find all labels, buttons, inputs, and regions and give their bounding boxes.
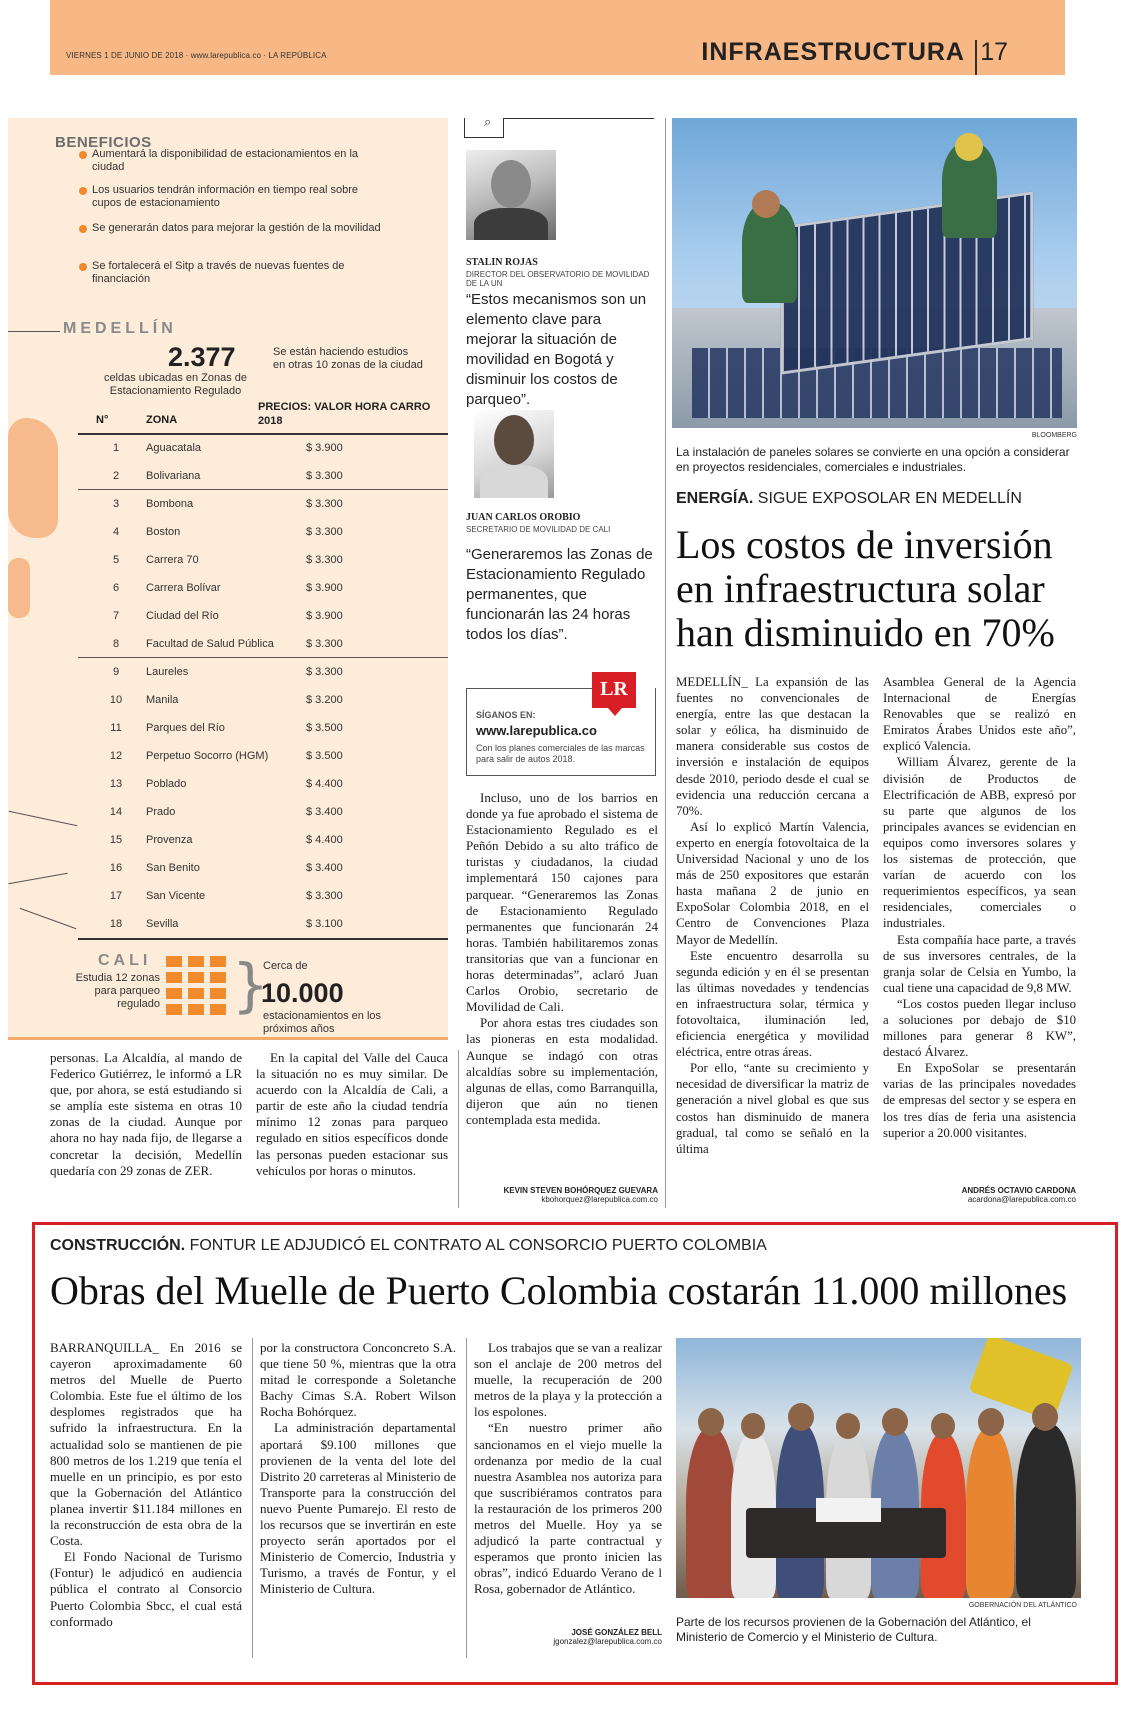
row-number: 3: [112, 498, 120, 510]
table-row: [78, 743, 448, 771]
benefit-item: Los usuarios tendrán información en tiempo real sobre cupos de estacionamiento: [92, 184, 382, 210]
energy-article-col2: Asamblea General de la Agencia Internacional de Energías Renovables que se realizó en Emiratos Árabes Unidos este año”, explicó Valencia. William Álvarez, gerente de la división de Productos de Electrificación de ABB, expresó por su parte que algunos de los principales avances se evidencian en equipos como inversores solares y los sistemas de protección, que varían de acuerdo con los requerimientos específicos, ya sean residenciales, comerciales o industriales. Esta compañía hace parte, a través de sus inversores centrales, de la granja solar de Celsia en Yumbo, la cual tiene una capacidad de 9,8 MW. “Los costos pueden llegar incluso a soluciones por debajo de $10 millones para generar 8 KW”, destacó Álvarez. En ExpoSolar se presentarán varias de las principales novedades de empresas del sector y se espera en los tres días de feria una asistencia superior a 20.000 visitantes.: [883, 675, 1076, 1140]
parking-byline: KEVIN STEVEN BOHÓRQUEZ GUEVARA kbohorquez@larepublica.com.co: [503, 1186, 658, 1204]
row-zone: Carrera Bolívar: [146, 582, 221, 594]
table-row: [78, 827, 448, 855]
energy-byline: ANDRÉS OCTAVIO CARDONA acardona@larepublica.com.co: [961, 1186, 1076, 1204]
benefit-item: Se generarán datos para mejorar la gestión de la movilidad: [92, 222, 382, 235]
table-row: [78, 771, 448, 799]
construction-headline: Obras del Muelle de Puerto Colombia costarán 11.000 millones: [50, 1268, 1068, 1313]
row-zone: Perpetuo Socorro (HGM): [146, 750, 269, 762]
row-number: 1: [112, 442, 120, 454]
construction-article-col3: Los trabajos que se van a realizar son el anclaje de 200 metros del muelle, la recuperación de 200 metros de la playa y la protección a los espolones. “En nuestro primer año sancionamos en el viejo muelle la ordenanza por medio de la cual nuestra Asamblea nos autoriza para que suscribiéramos contratos para la restauración de los primeros 200 metros del Muelle. Hoy ya se adjudicó la parte contractual y esperamos que pronto inicien las obras”, indicó Eduardo Verano de l Rosa, gobernador de Atlántico.: [474, 1340, 662, 1597]
energy-article-col1: MEDELLÍN_ La expansión de las fuentes no convencionales de energía, entre las que destacan la solar y eólica, ha disminuido de manera considerable sus costos de inversión e instalación de equipos desde 2010, periodo desde el cual se evidencia una reducción cercana a 70%. Así lo explicó Martín Valencia, experto en energía fotovoltaica de la Universidad Nacional y uno de los más de 250 expositores que estarán hasta mañana 2 de junio en ExpoSolar Colombia 2018, en el Centro de Convenciones Plaza Mayor de Medellín. Este encuentro desarrolla su segunda edición y en él se presentan las últimas novedades y tendencias en infraestructura solar, térmica y fotovoltaica, iluminación led, eficiencia energética y movilidad eléctrica, entre otras áreas. Por ello, “ante su crecimiento y necesidad de diversificar la matriz de generación a nivel global es que sus costos han disminuido de manera gradual, tal como se señaló en la última: [676, 675, 869, 1156]
table-row: [78, 575, 448, 603]
photo-credit: GOBERNACIÓN DEL ATLÁNTICO: [968, 1602, 1077, 1609]
table-row: [78, 883, 448, 911]
benefit-item: Aumentará la disponibilidad de estacionamientos en la ciudad: [92, 148, 382, 174]
photo-caption: La instalación de paneles solares se convierte en una opción a considerar en proyectos residenciales, comerciales e industriales.: [676, 445, 1070, 474]
benefit-item: Se fortalecerá el Sitp a través de nuevas fuentes de financiación: [92, 260, 382, 286]
cali-count: 10.000: [261, 978, 344, 1008]
benefits-title: BENEFICIOS: [55, 134, 152, 151]
row-price: $ 3.300: [306, 638, 343, 650]
table-row: [78, 687, 448, 715]
row-number: 14: [109, 806, 123, 818]
follow-text: Con los planes comerciales de las marcas para salir de autos 2018.: [476, 743, 645, 764]
row-price: $ 3.900: [306, 582, 343, 594]
row-price: $ 3.300: [306, 890, 343, 902]
row-zone: Bolivariana: [146, 470, 201, 482]
construction-kicker: CONSTRUCCIÓN. FONTUR LE ADJUDICÓ EL CONTRATO AL CONSORCIO PUERTO COLOMBIA: [50, 1237, 767, 1254]
row-zone: Boston: [146, 526, 181, 538]
construction-byline: JOSÉ GONZÁLEZ BELL jgonzalez@larepublica.com.co: [553, 1628, 662, 1646]
row-zone: San Vicente: [146, 890, 206, 902]
lr-logo: LR: [592, 672, 636, 708]
row-price: $ 3.100: [306, 918, 343, 930]
table-row: [78, 547, 448, 575]
search-icon: ⌕: [484, 115, 492, 130]
header-meta: VIERNES 1 DE JUNIO DE 2018 · www.larepublica.co · LA REPÚBLICA: [66, 51, 327, 60]
sidebar-rule: [504, 118, 654, 119]
follow-url[interactable]: www.larepublica.co: [476, 723, 597, 738]
brace-icon: }: [232, 951, 269, 1019]
table-row: [78, 603, 448, 631]
row-number: 8: [112, 638, 120, 650]
cali-title: CALI: [98, 952, 152, 969]
medellin-title: MEDELLÍN: [63, 320, 177, 337]
quote2-role: SECRETARIO DE MOVILIDAD DE CALI: [466, 525, 611, 534]
parking-infographic: [8, 118, 448, 1040]
map-border-line: [8, 873, 67, 884]
row-number: 7: [112, 610, 120, 622]
map-shape: [8, 418, 58, 538]
energy-headline: Los costos de inversión en infraestructura solar han disminuido en 70%: [676, 522, 1055, 655]
bullet-icon: [79, 187, 87, 195]
row-price: $ 3.400: [306, 862, 343, 874]
row-number: 13: [109, 778, 123, 790]
column-header-number: N°: [96, 414, 109, 426]
map-shape: [8, 558, 30, 618]
pier-signing-photo: [676, 1338, 1081, 1598]
row-price: $ 3.900: [306, 442, 343, 454]
row-price: $ 3.500: [306, 722, 343, 734]
table-row: [78, 911, 448, 939]
row-zone: Carrera 70: [146, 554, 199, 566]
map-border-line: [9, 811, 78, 827]
map-border-line: [20, 908, 77, 929]
table-row: [78, 855, 448, 883]
row-price: $ 3.200: [306, 694, 343, 706]
row-price: $ 3.300: [306, 554, 343, 566]
follow-label: SÍGANOS EN:: [476, 710, 536, 720]
row-number: 18: [109, 918, 123, 930]
portrait-stalin-rojas: [466, 150, 556, 240]
energy-kicker: ENERGÍA. SIGUE EXPOSOLAR EN MEDELLÍN: [676, 490, 1022, 507]
row-zone: Aguacatala: [146, 442, 202, 454]
quote1-text: “Estos mecanismos son un elemento clave para mejorar la situación de movilidad en Bogotá y disminuir los costos de parqueo”.: [466, 291, 647, 408]
header-divider: [975, 40, 977, 75]
row-price: $ 4.400: [306, 778, 343, 790]
quote1-name: STALIN ROJAS: [466, 257, 538, 268]
row-number: 12: [109, 750, 123, 762]
row-price: $ 4.400: [306, 834, 343, 846]
row-number: 6: [112, 582, 120, 594]
row-zone: Poblado: [146, 778, 187, 790]
row-zone: Facultad de Salud Pública: [146, 638, 274, 650]
table-divider: [78, 489, 448, 490]
construction-article-col2: por la constructora Conconcreto S.A. que tiene 50 %, mientras que la otra mitad le corresponde a Soletanche Bachy Cimas S.A. Robert Wilson Rocha Bohórquez. La administración departamental aportará $9.100 millones que provienen de la venta del lote del Distrito 20 carreteras al Ministerio de Transporte para la construcción del nuevo Puente Pumarejo. El resto de los recursos que se invertirán en este proyecto serán aportados por el Ministerio de Comercio, Industria y Turismo, a través de Fontur, y el Ministerio de Cultura.: [260, 1340, 456, 1597]
row-price: $ 3.300: [306, 526, 343, 538]
medellin-count-label: celdas ubicadas en Zonas de Estacionamiento Regulado: [103, 372, 248, 397]
row-zone: Manila: [146, 694, 179, 706]
row-number: 16: [109, 862, 123, 874]
bullet-icon: [79, 263, 87, 271]
table-row: [78, 435, 448, 463]
medellin-studies: Se están haciendo estudios en otras 10 zonas de la ciudad: [273, 346, 423, 371]
table-row: [78, 463, 448, 491]
medellin-count: 2.377: [168, 342, 236, 372]
construction-article-col1: BARRANQUILLA_ En 2016 se cayeron aproximadamente 60 metros del Muelle de Puerto Colombia. Este fue el último de los desplomes registrados que ha sufrido la infraestructura. En la actualidad solo se mantienen de pie 800 metros de los 1.219 que tenía el muelle en un principio, es por esto que la Gobernación del Atlántico planea invertir $11.184 millones en la reconstrucción de esta obra de la Costa. El Fondo Nacional de Turismo (Fontur) le adjudicó en audiencia pública el contrato al Consorcio Puerto Colombia Sbcc, el cual está conformado: [50, 1340, 242, 1629]
row-price: $ 3.300: [306, 666, 343, 678]
row-number: 11: [110, 722, 122, 734]
prices-title: PRECIOS: VALOR HORA CARRO 2018: [258, 401, 431, 427]
table-rule: [78, 938, 448, 940]
row-zone: Bombona: [146, 498, 194, 510]
bullet-icon: [79, 151, 87, 159]
quote2-text: “Generaremos las Zonas de Estacionamiento Regulado permanentes, que funcionarán las 24 horas todos los días”.: [466, 546, 653, 643]
row-number: 2: [112, 470, 120, 482]
row-zone: Sevilla: [146, 918, 179, 930]
row-number: 9: [112, 666, 120, 678]
row-price: $ 3.400: [306, 806, 343, 818]
page-header: [50, 0, 1065, 75]
table-row: [78, 491, 448, 519]
row-number: 4: [112, 526, 120, 538]
bullet-icon: [79, 225, 87, 233]
table-row: [78, 715, 448, 743]
table-divider: [78, 657, 448, 658]
row-zone: Prado: [146, 806, 176, 818]
cali-count-label: estacionamientos en los próximos años: [263, 1010, 382, 1035]
solar-panels-photo: [672, 118, 1077, 428]
parking-article-col3: Incluso, uno de los barrios en donde ya fue aprobado el sistema de Estacionamiento Regulado es el Peñón Debido a su alto tráfico de turistas y ciudadanos, la ciudad implementará 150 cajones para parquear. “Generaremos las Zonas de Estacionamiento Regulado permanentes que funcionarán 24 horas. También habilitaremos zonas transitorias que van a funcionar en horas determinadas”, aclaró Juan Carlos Orobio, secretario de Movilidad de Cali. Por ahora estas tres ciudades son las pioneras en esta modalidad. Aunque se indagó con otras alcaldías sobre su implementación, algunas de ellas, como Barranquilla, dijeron que aún no tienen contemplada esta medida.: [466, 790, 658, 1127]
portrait-juan-carlos-orobio: [474, 410, 554, 498]
table-row: [78, 519, 448, 547]
quote1-role: DIRECTOR DEL OBSERVATORIO DE MOVILIDAD DE LA UN: [466, 270, 650, 288]
column-header-zone: ZONA: [146, 414, 178, 426]
photo-caption: Parte de los recursos provienen de la Gobernación del Atlántico, el Ministerio de Comercio y el Ministerio de Cultura.: [676, 1615, 1031, 1644]
row-zone: Parques del Río: [146, 722, 225, 734]
column-rule: [665, 118, 666, 1208]
parking-article-col2: En la capital del Valle del Cauca la situación no es muy similar. De acuerdo con la Alcaldía de Cali, a partir de este año la ciudad tendría mínimo 12 zonas para parqueo regulado en sitios específicos donde las personas pueden estacionar sus vehículos por horas o minutos.: [256, 1050, 448, 1178]
section-title: INFRAESTRUCTURA: [701, 38, 965, 66]
cali-studies: Estudia 12 zonas para parqueo regulado: [75, 972, 160, 1010]
parking-grid-icon: [166, 956, 232, 1016]
column-rule: [458, 1050, 459, 1208]
row-number: 17: [109, 890, 123, 902]
row-price: $ 3.300: [306, 470, 343, 482]
row-number: 10: [109, 694, 123, 706]
row-zone: Ciudad del Río: [146, 610, 219, 622]
page-number: 17: [980, 38, 1008, 66]
table-row: [78, 631, 448, 659]
row-price: $ 3.300: [306, 498, 343, 510]
row-price: $ 3.500: [306, 750, 343, 762]
row-zone: San Benito: [146, 862, 200, 874]
row-zone: Provenza: [146, 834, 193, 846]
row-number: 5: [112, 554, 120, 566]
table-row: [78, 659, 448, 687]
section-rule: [8, 331, 60, 332]
cali-near: Cerca de: [263, 960, 308, 972]
parking-article-col1: personas. La Alcaldía, al mando de Federico Gutiérrez, le informó a LR que, por ahora, se está estudiando si se amplía este sistema en otras 10 zonas de la ciudad. Aunque por ahora no hay nada fijo, de llegarse a concretar la decisión, Medellín quedaría con 29 zonas de ZER.: [50, 1050, 242, 1178]
photo-credit: BLOOMBERG: [1031, 432, 1077, 439]
table-row: [78, 799, 448, 827]
quote2-name: JUAN CARLOS OROBIO: [466, 512, 581, 523]
row-zone: Laureles: [146, 666, 189, 678]
row-number: 15: [109, 834, 123, 846]
row-price: $ 3.900: [306, 610, 343, 622]
lr-logo-tail: [608, 708, 622, 716]
